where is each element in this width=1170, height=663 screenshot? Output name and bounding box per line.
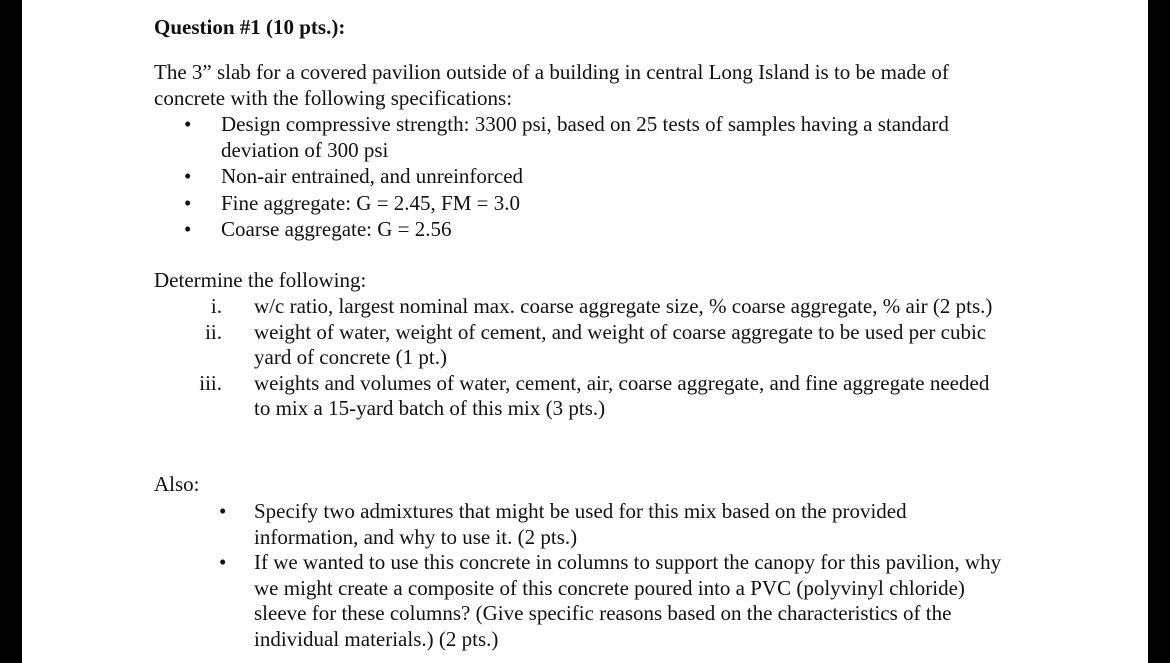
specifications-list [154, 112, 1034, 244]
also-heading: Also: [154, 472, 200, 496]
list-item [154, 191, 1001, 217]
question-intro: The 3” slab for a covered pavilion outside of a building in central Long Island is to be made of concrete with the following specifications: [154, 60, 949, 110]
bullet-icon: • [219, 499, 227, 523]
spec-text: Non-air entrained, and unreinforced [221, 164, 524, 188]
bullet-icon: • [184, 164, 192, 188]
list-item [154, 499, 1004, 550]
task-text: weights and volumes of water, cement, air, coarse aggregate, and fine aggregate needed to mix a 15-yard batch of this mix (3 pts.) [254, 370, 990, 420]
tasks-list [154, 294, 1034, 422]
also-text: If we wanted to use this concrete in columns to support the canopy for this pavilion, why we might create a composite of this concrete poured into a PVC (polyvinyl chloride) sleeve for these columns? (Give specific reasons based on the characteristics of the individual materials.) (2 pts.) [254, 550, 1002, 651]
document-page [22, 0, 1148, 663]
bullet-icon: • [184, 112, 192, 136]
spec-text: Fine aggregate: G = 2.45, FM = 3.0 [221, 190, 520, 215]
list-item [154, 217, 1001, 243]
bullet-icon: • [184, 190, 192, 215]
task-number: ii. [205, 319, 222, 344]
also-list [154, 499, 1034, 652]
task-text: w/c ratio, largest nominal max. coarse aggregate size, % coarse aggregate, % air (2 pts.) [254, 294, 993, 318]
list-item [154, 164, 1001, 190]
spec-text: Design compressive strength: 3300 psi, based on 25 tests of samples having a standard deviation of 300 psi [221, 112, 949, 162]
list-item [154, 371, 994, 422]
list-item [154, 112, 1001, 163]
task-number: i. [210, 294, 222, 318]
bullet-icon: • [184, 217, 192, 241]
list-item [154, 320, 994, 371]
task-text: weight of water, weight of cement, and weight of coarse aggregate to be used per cubic yard of concrete (1 pt.) [254, 319, 987, 369]
bullet-icon: • [219, 550, 227, 574]
list-item [154, 550, 1004, 652]
task-number: iii. [199, 370, 222, 395]
list-item [154, 294, 994, 320]
spec-text: Coarse aggregate: G = 2.56 [221, 217, 452, 241]
also-text: Specify two admixtures that might be used for this mix based on the provided information, and why to use it. (2 pts.) [254, 499, 907, 549]
determine-heading: Determine the following: [154, 268, 367, 292]
question-title: Question #1 (10 pts.): [154, 15, 346, 39]
